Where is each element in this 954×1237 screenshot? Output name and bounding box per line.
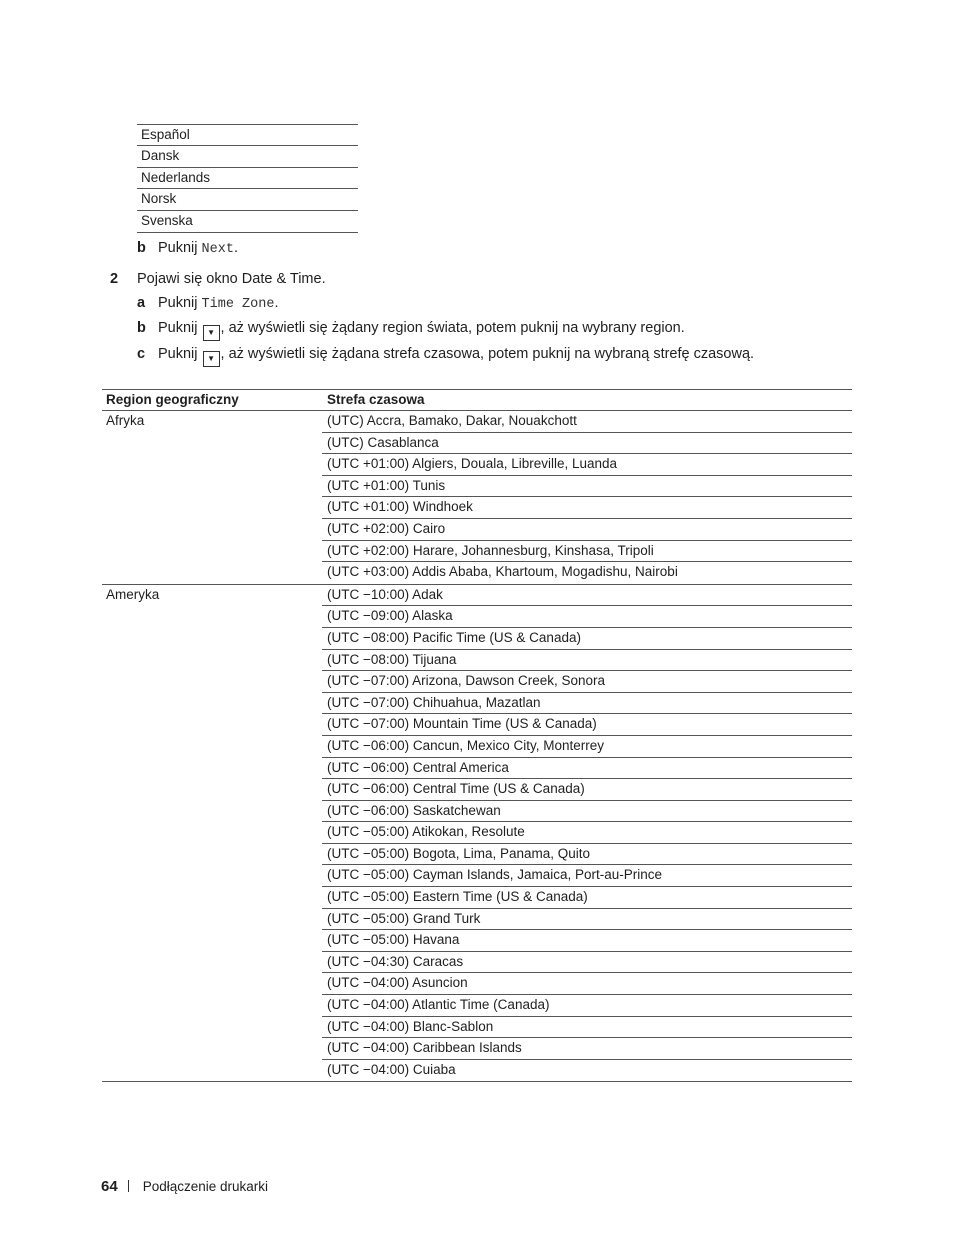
step-rest: , aż wyświetli się żądana strefa czasowa, potem puknij na wybraną strefę czasową. (220, 346, 755, 362)
language-row: Svenska (137, 211, 358, 233)
step-rest: , aż wyświetli się żądany region świata, potem puknij na wybrany region. (220, 320, 685, 336)
step-text: Puknij (158, 240, 202, 256)
dropdown-arrow-icon: ▼ (203, 351, 220, 367)
step-end: . (274, 295, 279, 311)
code-next: Next (201, 242, 234, 257)
region-group (102, 584, 852, 1082)
region-name: Ameryka (106, 586, 160, 602)
step-text: Puknij (158, 346, 202, 362)
table-row: (UTC +02:00) Harare, Johannesburg, Kinshasa, Tripoli (322, 541, 852, 563)
table-row: (UTC −05:00) Atikokan, Resolute (322, 822, 852, 844)
table-row: (UTC −08:00) Pacific Time (US & Canada) (322, 628, 852, 650)
language-table (137, 124, 358, 233)
table-row: (UTC −09:00) Alaska (322, 606, 852, 628)
table-row: (UTC −07:00) Arizona, Dawson Creek, Sonora (322, 671, 852, 693)
table-row: (UTC −06:00) Saskatchewan (322, 801, 852, 823)
step-text: Pojawi się okno (137, 271, 242, 287)
table-row: (UTC −04:00) Cuiaba (327, 1061, 456, 1077)
code-time-zone: Time Zone (201, 297, 275, 312)
step-2 (110, 271, 326, 287)
section-title: Podłączenie drukarki (142, 1179, 269, 1194)
table-row: (UTC +01:00) Tunis (322, 476, 852, 498)
language-row: Español (137, 125, 358, 146)
table-row: (UTC −04:00) Caribbean Islands (322, 1038, 852, 1060)
table-row: (UTC −04:00) Blanc-Sablon (322, 1017, 852, 1039)
step-text: Puknij (158, 295, 202, 311)
table-row: (UTC −06:00) Cancun, Mexico City, Monterrey (322, 736, 852, 758)
table-row: (UTC −05:00) Grand Turk (322, 909, 852, 931)
table-row: (UTC −10:00) Adak (322, 585, 852, 607)
header-timezone: Strefa czasowa (327, 392, 425, 407)
footer-separator (128, 1180, 129, 1192)
zone-list (322, 585, 852, 1082)
timezone-table (102, 389, 852, 1082)
table-row: (UTC −06:00) Central America (322, 758, 852, 780)
step-text: Puknij (158, 320, 202, 336)
language-row: Dansk (137, 146, 358, 168)
table-row: (UTC −07:00) Mountain Time (US & Canada) (322, 714, 852, 736)
table-row: (UTC +01:00) Algiers, Douala, Libreville, Luanda (322, 454, 852, 476)
dropdown-arrow-icon: ▼ (203, 325, 220, 341)
language-row: Nederlands (137, 168, 358, 190)
step-marker: b (137, 320, 146, 336)
table-row: (UTC −07:00) Chihuahua, Mazatlan (322, 693, 852, 715)
table-row: (UTC −05:00) Bogota, Lima, Panama, Quito (322, 844, 852, 866)
step-2a (137, 295, 278, 312)
date-time-label: Date & Time (241, 271, 322, 287)
header-region: Region geograficzny (106, 392, 239, 407)
zone-list (322, 411, 852, 584)
step-number: 2 (110, 271, 119, 287)
table-row: (UTC +02:00) Cairo (322, 519, 852, 541)
table-row: (UTC −04:00) Atlantic Time (Canada) (322, 995, 852, 1017)
table-row: (UTC +03:00) Addis Ababa, Khartoum, Mogadishu, Nairobi (327, 564, 678, 580)
step-b-next (137, 240, 238, 257)
table-row: (UTC −05:00) Havana (322, 930, 852, 952)
step-marker: b (137, 240, 146, 256)
step-end: . (233, 240, 238, 256)
table-row: (UTC −06:00) Central Time (US & Canada) (322, 779, 852, 801)
table-row: (UTC +01:00) Windhoek (322, 497, 852, 519)
region-group (102, 411, 852, 584)
table-row: (UTC −04:00) Asuncion (322, 973, 852, 995)
step-end: . (321, 271, 326, 287)
table-header (102, 390, 852, 411)
step-marker: a (137, 295, 146, 311)
table-row: (UTC −04:30) Caracas (322, 952, 852, 974)
region-name: Afryka (106, 413, 145, 428)
table-row: (UTC) Accra, Bamako, Dakar, Nouakchott (322, 411, 852, 433)
step-2c (137, 346, 754, 367)
table-row: (UTC −05:00) Eastern Time (US & Canada) (322, 887, 852, 909)
step-marker: c (137, 346, 146, 362)
step-2b (137, 320, 685, 341)
page-number: 64 (101, 1178, 118, 1195)
page-footer (101, 1178, 268, 1195)
table-row: (UTC −05:00) Cayman Islands, Jamaica, Port-au-Prince (322, 865, 852, 887)
table-row: (UTC −08:00) Tijuana (322, 650, 852, 672)
table-row: (UTC) Casablanca (322, 433, 852, 455)
language-row: Norsk (137, 189, 358, 211)
